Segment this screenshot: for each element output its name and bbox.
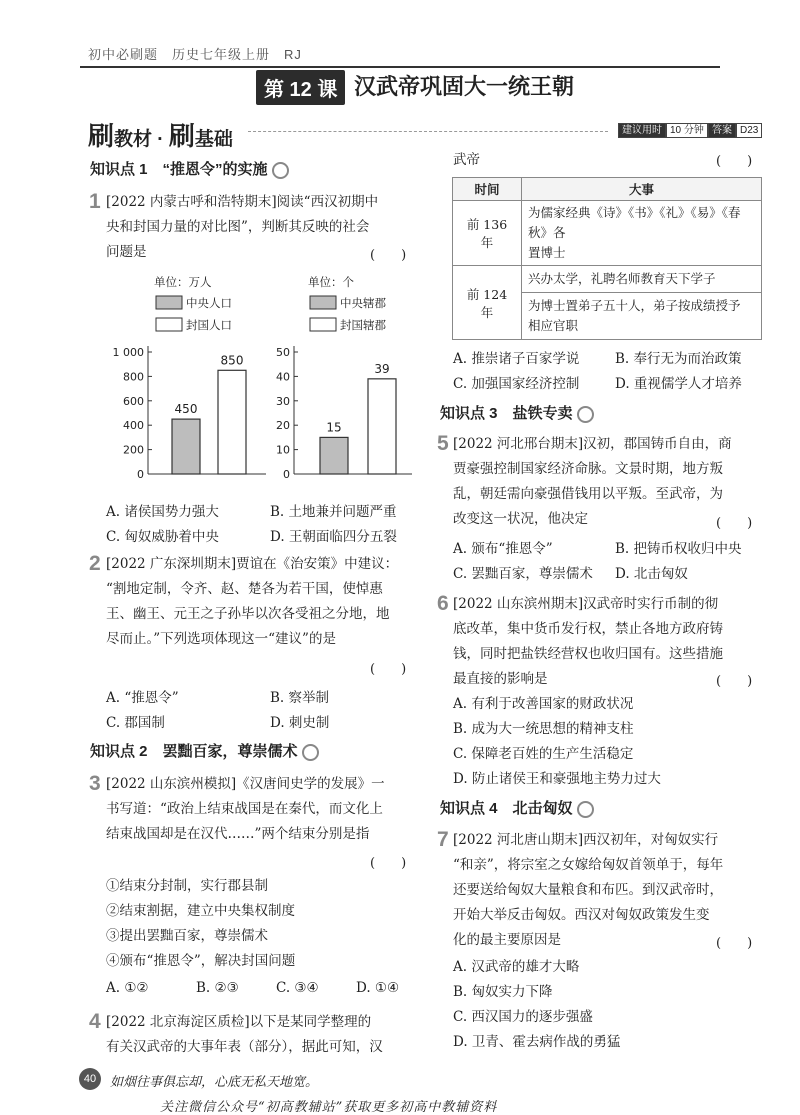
y-tick-label: 0 bbox=[283, 468, 290, 481]
answer-value: D23 bbox=[736, 123, 762, 138]
q2-line2: “割地定制，令齐、赵、楚各为若干国，使悼惠 bbox=[106, 581, 383, 597]
q7-options bbox=[453, 955, 620, 1055]
table-header-events: 大事 bbox=[522, 178, 762, 201]
knowledge-point-1 bbox=[90, 158, 289, 179]
q2-number: 2 bbox=[89, 552, 101, 575]
q1-answer-blank[interactable]: ( ) bbox=[370, 248, 407, 263]
q2-option-c[interactable]: C. 郡国制 bbox=[106, 715, 165, 731]
y-tick-label: 600 bbox=[123, 394, 144, 408]
q4-number: 4 bbox=[89, 1010, 101, 1033]
bar-vassal bbox=[218, 370, 246, 474]
y-tick-label: 30 bbox=[276, 394, 290, 408]
q6-answer-blank[interactable]: ( ) bbox=[716, 674, 753, 689]
q7-option-c[interactable]: C. 西汉国力的逐步强盛 bbox=[453, 1009, 593, 1025]
y-tick-label: 20 bbox=[276, 419, 290, 433]
q7-line2: “和亲”，将宗室之女嫁给匈奴首领单于，每年 bbox=[453, 857, 724, 873]
data-label: 15 bbox=[326, 420, 342, 435]
q7-option-d[interactable]: D. 卫青、霍去病作战的勇猛 bbox=[453, 1034, 621, 1050]
q3-item-2: ②结束割据，建立中央集权制度 bbox=[106, 903, 295, 919]
event-line: 置博士 bbox=[528, 245, 566, 260]
q5-line3: 乱，朝廷需向豪强借钱用以平叛。至武帝，为 bbox=[453, 486, 723, 502]
lesson-title: 汉武帝巩固大一统王朝 bbox=[354, 74, 575, 99]
y-tick-label: 40 bbox=[276, 370, 290, 384]
table-cell-events bbox=[522, 201, 762, 266]
event-line: 相应官职 bbox=[528, 318, 579, 333]
q7-line3: 还要送给匈奴大量粮食和布匹。到汉武帝时， bbox=[453, 882, 723, 898]
q1-line1: [2022 内蒙古呼和浩特期末]阅读“西汉初期中 bbox=[106, 194, 379, 210]
q1-option-d[interactable]: D. 王朝面临四分五裂 bbox=[270, 529, 397, 545]
section-title-brush-1: 刷 bbox=[88, 121, 115, 151]
footer-motto: 如烟往事俱忘却，心底无私天地宽。 bbox=[110, 1075, 319, 1090]
q6-option-c[interactable]: C. 保障老百姓的生产生活稳定 bbox=[453, 746, 634, 762]
q4-option-a[interactable]: A. 推崇诸子百家学说 bbox=[453, 351, 580, 367]
q3-option-c[interactable]: C. ③④ bbox=[276, 980, 319, 996]
q7-answer-blank[interactable]: ( ) bbox=[716, 936, 753, 951]
data-label: 39 bbox=[374, 361, 390, 376]
q6-option-b[interactable]: B. 成为大一统思想的精神支柱 bbox=[453, 721, 634, 737]
chart-population bbox=[113, 275, 267, 481]
legend-label: 中央人口 bbox=[186, 296, 232, 310]
q5-number: 5 bbox=[437, 432, 449, 455]
legend-swatch bbox=[156, 318, 182, 331]
y-tick-label: 400 bbox=[123, 419, 144, 433]
pen-icon bbox=[577, 406, 594, 423]
q3-option-b[interactable]: B. ②③ bbox=[196, 980, 239, 996]
q6-line4: 最直接的影响是 bbox=[453, 671, 548, 687]
answer-tag bbox=[708, 118, 762, 137]
q5-option-d[interactable]: D. 北击匈奴 bbox=[615, 566, 688, 582]
pen-icon bbox=[272, 162, 289, 179]
q1-option-c[interactable]: C. 匈奴威胁着中央 bbox=[106, 529, 219, 545]
q7-stem bbox=[453, 828, 723, 953]
q4-option-b[interactable]: B. 奉行无为而治政策 bbox=[615, 351, 742, 367]
q7-number: 7 bbox=[437, 828, 449, 851]
q4-line3: 武帝 bbox=[453, 152, 480, 168]
q5-stem bbox=[453, 432, 732, 532]
legend-label: 封国人口 bbox=[186, 318, 232, 332]
q7-line4: 开始大举反击匈奴。西汉对匈奴政策发生变 bbox=[453, 907, 710, 923]
y-tick-label: 10 bbox=[276, 443, 290, 457]
bar-central bbox=[172, 419, 200, 474]
knowledge-point-3 bbox=[440, 402, 594, 423]
pen-icon bbox=[302, 744, 319, 761]
event-line: 兴办太学，礼聘名师教育天下学子 bbox=[522, 266, 761, 293]
q2-line4: 尽而止。”下列选项体现这一“建议”的是 bbox=[106, 631, 336, 647]
q3-line3: 结束战国却是在汉代……”两个结束分别是指 bbox=[106, 826, 370, 842]
q4-line1: [2022 北京海淀区质检]以下是某同学整理的 bbox=[106, 1014, 372, 1030]
q5-answer-blank[interactable]: ( ) bbox=[716, 516, 753, 531]
q2-line3: 王、幽王、元王之子孙毕以次各受祖之分地，地 bbox=[106, 606, 390, 622]
y-tick-label: 50 bbox=[276, 346, 290, 359]
q6-options bbox=[453, 692, 661, 792]
q5-line4: 改变这一状况，他决定 bbox=[453, 511, 588, 527]
q1-figure bbox=[100, 270, 430, 492]
page-number: 40 bbox=[79, 1068, 101, 1090]
answer-label: 答案 bbox=[708, 123, 736, 138]
q5-line1: [2022 河北邢台期末]汉初，郡国铸币自由，商 bbox=[453, 436, 732, 452]
time-value: 10 分钟 bbox=[666, 123, 708, 138]
q3-item-1: ①结束分封制，实行郡县制 bbox=[106, 878, 268, 894]
q3-number: 3 bbox=[89, 772, 101, 795]
q2-answer-blank[interactable]: ( ) bbox=[370, 662, 407, 677]
legend-swatch bbox=[310, 318, 336, 331]
q3-item-3: ③提出罢黜百家，尊崇儒术 bbox=[106, 928, 268, 944]
q3-stem bbox=[106, 772, 385, 847]
legend-swatch bbox=[156, 296, 182, 309]
chart-counties bbox=[276, 275, 412, 481]
section-title-part-1: 教材 · bbox=[114, 129, 169, 150]
q4-option-d[interactable]: D. 重视儒学人才培养 bbox=[615, 376, 742, 392]
data-label: 850 bbox=[220, 353, 244, 368]
q6-number: 6 bbox=[437, 592, 449, 615]
q5-option-b[interactable]: B. 把铸币权收归中央 bbox=[615, 541, 742, 557]
time-tag bbox=[618, 118, 708, 137]
q2-option-a[interactable]: A. “推恩令” bbox=[106, 690, 179, 706]
q1-number: 1 bbox=[89, 190, 101, 213]
pen-icon bbox=[577, 801, 594, 818]
section-title-part-2: 基础 bbox=[194, 129, 233, 150]
data-label: 450 bbox=[174, 402, 198, 417]
section-divider bbox=[248, 131, 608, 132]
q4-stem bbox=[106, 1010, 383, 1060]
q3-option-d[interactable]: D. ①④ bbox=[356, 980, 400, 996]
y-tick-label: 800 bbox=[123, 370, 144, 384]
table-header-row bbox=[453, 178, 762, 201]
q4-answer-blank[interactable]: ( ) bbox=[716, 154, 753, 169]
q6-stem bbox=[453, 592, 723, 692]
q3-items bbox=[106, 874, 295, 974]
chart-unit-label: 单位：个 bbox=[308, 275, 354, 289]
q2-option-b[interactable]: B. 察举制 bbox=[270, 690, 330, 706]
bar-central bbox=[320, 437, 348, 474]
q5-option-a[interactable]: A. 颁布“推恩令” bbox=[453, 541, 553, 557]
q3-answer-blank[interactable]: ( ) bbox=[370, 856, 407, 871]
lesson-number: 第 12 课 bbox=[256, 70, 345, 105]
legend-label: 中央辖郡 bbox=[340, 296, 386, 310]
kp4-title: 知识点 4 北击匈奴 bbox=[440, 800, 573, 817]
q6-line2: 底改革，集中货币发行权，禁止各地方政府铸 bbox=[453, 621, 723, 637]
kp2-title: 知识点 2 罢黜百家，尊崇儒术 bbox=[90, 743, 298, 760]
knowledge-point-2 bbox=[90, 740, 319, 761]
q6-option-d[interactable]: D. 防止诸侯王和豪强地主势力过大 bbox=[453, 771, 661, 787]
q4-option-c[interactable]: C. 加强国家经济控制 bbox=[453, 376, 580, 392]
q7-option-b[interactable]: B. 匈奴实力下降 bbox=[453, 984, 553, 1000]
q3-item-4: ④颁布“推恩令”，解决封国问题 bbox=[106, 953, 296, 969]
q1-option-a[interactable]: A. 诸侯国势力强大 bbox=[106, 504, 219, 520]
q6-line1: [2022 山东滨州期末]汉武帝时实行币制的彻 bbox=[453, 596, 719, 612]
event-line: 为儒家经典《诗》《书》《礼》《易》《春秋》各 bbox=[528, 205, 741, 240]
bar-vassal bbox=[368, 379, 396, 474]
kp3-title: 知识点 3 盐铁专卖 bbox=[440, 405, 573, 422]
q7-line1: [2022 河北唐山期末]西汉初年，对匈奴实行 bbox=[453, 832, 719, 848]
q3-line1: [2022 山东滨州模拟]《汉唐间史学的发展》一 bbox=[106, 776, 385, 792]
y-tick-label: 1 000 bbox=[112, 346, 144, 359]
y-tick-label: 0 bbox=[137, 468, 144, 481]
q1-stem bbox=[106, 190, 378, 265]
table-row bbox=[453, 201, 762, 266]
table-row bbox=[453, 266, 762, 340]
legend-label: 封国辖郡 bbox=[340, 318, 386, 332]
header-divider bbox=[80, 66, 720, 68]
q6-line3: 钱，同时把盐铁经营权也收归国有。这些措施 bbox=[453, 646, 723, 662]
q2-option-d[interactable]: D. 刺史制 bbox=[270, 715, 330, 731]
section-title bbox=[88, 116, 233, 153]
q1-line2: 央和封国力量的对比图”，判断其反映的社会 bbox=[106, 219, 370, 235]
section-title-brush-2: 刷 bbox=[168, 121, 195, 151]
q2-stem bbox=[106, 552, 398, 652]
table-cell-time: 前 136 年 bbox=[453, 201, 522, 266]
q7-option-a[interactable]: A. 汉武帝的雄才大略 bbox=[453, 959, 580, 975]
table-cell-time: 前 124 年 bbox=[453, 266, 522, 340]
q4-timeline-table bbox=[452, 177, 762, 340]
q5-option-c[interactable]: C. 罢黜百家，尊崇儒术 bbox=[453, 566, 593, 582]
q6-option-a[interactable]: A. 有利于改善国家的财政状况 bbox=[453, 696, 634, 712]
q1-line3: 问题是 bbox=[106, 244, 147, 260]
q2-line1: [2022 广东深圳期末]贾谊在《治安策》中建议： bbox=[106, 556, 399, 572]
kp1-title: 知识点 1 “推恩令”的实施 bbox=[90, 161, 268, 178]
q4-line2: 有关汉武帝的大事年表（部分），据此可知，汉 bbox=[106, 1039, 383, 1055]
q5-line2: 贾豪强控制国家经济命脉。文景时期，地方叛 bbox=[453, 461, 723, 477]
time-label: 建议用时 bbox=[618, 123, 666, 138]
legend-swatch bbox=[310, 296, 336, 309]
q7-line5: 化的最主要原因是 bbox=[453, 932, 561, 948]
event-line: 为博士置弟子五十人，弟子按成绩授予 bbox=[528, 298, 741, 313]
y-tick-label: 200 bbox=[123, 443, 144, 457]
chart-unit-label: 单位：万人 bbox=[154, 275, 212, 289]
q3-line2: 书写道：“政治上结束战国是在秦代，而文化上 bbox=[106, 801, 383, 817]
table-cell-events bbox=[522, 266, 762, 340]
table-header-time: 时间 bbox=[453, 178, 522, 201]
footer-ad: 关注微信公众号“初高教辅站”获取更多初高中教辅资料 bbox=[160, 1100, 498, 1115]
q3-option-a[interactable]: A. ①② bbox=[106, 980, 149, 996]
book-header: 初中必刷题 历史七年级上册 RJ bbox=[88, 47, 302, 62]
knowledge-point-4 bbox=[440, 797, 594, 818]
q1-option-b[interactable]: B. 土地兼并问题严重 bbox=[270, 504, 397, 520]
